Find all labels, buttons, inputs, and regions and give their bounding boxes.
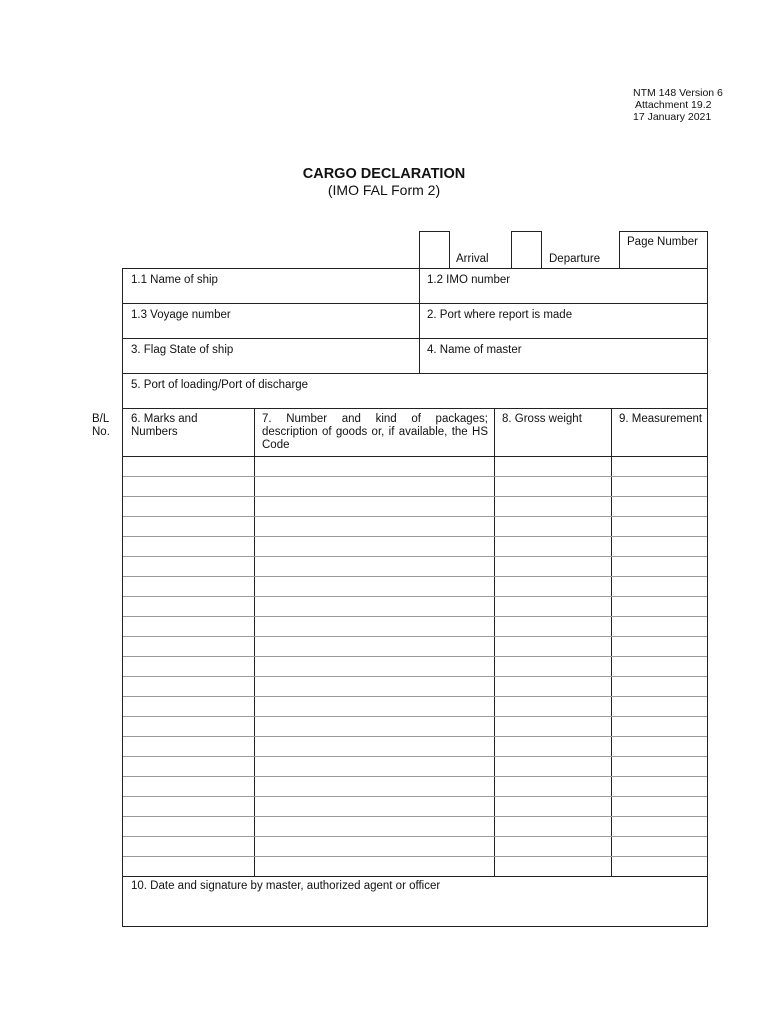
table-row-cell[interactable]: [123, 637, 253, 656]
table-row-cell[interactable]: [123, 737, 253, 756]
table-row-cell[interactable]: [612, 857, 706, 876]
table-row-cell[interactable]: [123, 657, 253, 676]
table-row-cell[interactable]: [255, 657, 493, 676]
table-row-cell[interactable]: [495, 497, 610, 516]
packages-header: 7. Number and kind of packages; description of goods or, if available, the HS Code: [262, 413, 488, 451]
table-row-cell[interactable]: [612, 777, 706, 796]
signature-field[interactable]: [124, 896, 706, 924]
table-row-cell[interactable]: [255, 797, 493, 816]
table-row-cell[interactable]: [123, 617, 253, 636]
table-row-cell[interactable]: [123, 457, 253, 476]
table-row-cell[interactable]: [123, 477, 253, 496]
table-row-cell[interactable]: [612, 477, 706, 496]
flag-state-label: 3. Flag State of ship: [131, 344, 234, 356]
table-row-cell[interactable]: [255, 557, 493, 576]
arrival-checkbox[interactable]: [420, 232, 448, 268]
page-number-field[interactable]: [620, 251, 706, 268]
table-row-cell[interactable]: [255, 837, 493, 856]
name-of-ship-label: 1.1 Name of ship: [131, 274, 218, 286]
table-row-cell[interactable]: [255, 457, 493, 476]
table-row-cell[interactable]: [123, 697, 253, 716]
table-row-cell[interactable]: [495, 717, 610, 736]
measurement-header: 9. Measurement: [619, 413, 703, 425]
table-row-cell[interactable]: [495, 517, 610, 536]
departure-checkbox[interactable]: [512, 232, 540, 268]
table-row-cell[interactable]: [255, 637, 493, 656]
name-of-ship-field[interactable]: [124, 288, 418, 302]
table-row-cell[interactable]: [123, 577, 253, 596]
table-row-cell[interactable]: [255, 817, 493, 836]
table-row-cell[interactable]: [255, 677, 493, 696]
table-row-cell[interactable]: [255, 697, 493, 716]
arrival-label: Arrival: [456, 253, 489, 265]
table-row-cell[interactable]: [495, 597, 610, 616]
imo-number-field[interactable]: [421, 288, 706, 302]
table-row-cell[interactable]: [123, 837, 253, 856]
table-row-cell[interactable]: [255, 777, 493, 796]
voyage-number-label: 1.3 Voyage number: [131, 309, 231, 321]
table-row-cell[interactable]: [123, 557, 253, 576]
table-row-cell[interactable]: [255, 517, 493, 536]
name-of-master-label: 4. Name of master: [427, 344, 522, 356]
table-row-cell[interactable]: [495, 637, 610, 656]
table-row-cell[interactable]: [612, 557, 706, 576]
bl-label-line2: No.: [92, 426, 110, 438]
table-row-cell[interactable]: [612, 657, 706, 676]
marks-numbers-header: 6. Marks and Numbers: [131, 413, 198, 438]
port-report-field[interactable]: [421, 323, 706, 337]
table-row-cell[interactable]: [612, 817, 706, 836]
table-row-cell[interactable]: [123, 817, 253, 836]
port-report-label: 2. Port where report is made: [427, 309, 573, 321]
table-row-cell[interactable]: [495, 577, 610, 596]
table-row-cell[interactable]: [255, 717, 493, 736]
name-of-master-field[interactable]: [421, 358, 706, 372]
table-row-cell[interactable]: [612, 457, 706, 476]
table-row-cell[interactable]: [495, 797, 610, 816]
table-row-cell[interactable]: [255, 757, 493, 776]
table-row-cell[interactable]: [612, 797, 706, 816]
table-row-cell[interactable]: [495, 857, 610, 876]
table-row-cell[interactable]: [123, 797, 253, 816]
table-row-cell[interactable]: [612, 737, 706, 756]
table-row-cell[interactable]: [123, 757, 253, 776]
gross-weight-header: 8. Gross weight: [502, 413, 582, 425]
table-row-cell[interactable]: [255, 577, 493, 596]
table-row-cell[interactable]: [495, 737, 610, 756]
table-row-cell[interactable]: [123, 517, 253, 536]
table-row-cell[interactable]: [612, 717, 706, 736]
bl-label-line1: B/L: [92, 413, 110, 425]
table-row-cell[interactable]: [612, 617, 706, 636]
signature-label: 10. Date and signature by master, authorized agent or officer: [131, 880, 441, 892]
table-row-cell[interactable]: [255, 857, 493, 876]
table-row-cell[interactable]: [123, 597, 253, 616]
table-row-cell[interactable]: [495, 777, 610, 796]
table-row-cell[interactable]: [495, 677, 610, 696]
form-subtitle: (IMO FAL Form 2): [327, 182, 441, 198]
port-loading-field[interactable]: [124, 393, 706, 407]
table-row-cell[interactable]: [495, 477, 610, 496]
table-row-cell[interactable]: [612, 497, 706, 516]
table-row-cell[interactable]: [495, 537, 610, 556]
table-row-cell[interactable]: [612, 697, 706, 716]
table-row-cell[interactable]: [495, 617, 610, 636]
table-row-cell[interactable]: [255, 597, 493, 616]
table-row-cell[interactable]: [612, 757, 706, 776]
table-row-cell[interactable]: [123, 857, 253, 876]
voyage-number-field[interactable]: [124, 323, 418, 337]
table-row-cell[interactable]: [495, 657, 610, 676]
table-row-cell[interactable]: [612, 537, 706, 556]
table-row-cell[interactable]: [612, 837, 706, 856]
table-row-cell[interactable]: [255, 737, 493, 756]
table-row-cell[interactable]: [612, 517, 706, 536]
port-loading-label: 5. Port of loading/Port of discharge: [131, 379, 309, 391]
table-row-cell[interactable]: [612, 637, 706, 656]
table-row-cell[interactable]: [495, 757, 610, 776]
table-row-cell[interactable]: [123, 677, 253, 696]
table-row-cell[interactable]: [123, 777, 253, 796]
page-number-label: Page Number: [627, 236, 698, 248]
header-date: 17 January 2021: [633, 111, 712, 123]
table-row-cell[interactable]: [123, 537, 253, 556]
flag-state-field[interactable]: [124, 358, 418, 372]
table-row-cell[interactable]: [612, 677, 706, 696]
form-title: CARGO DECLARATION: [302, 166, 466, 182]
table-row-cell[interactable]: [255, 497, 493, 516]
table-row-cell[interactable]: [495, 557, 610, 576]
table-row-cell[interactable]: [123, 717, 253, 736]
table-row-cell[interactable]: [495, 697, 610, 716]
table-row-cell[interactable]: [495, 457, 610, 476]
table-row-cell[interactable]: [255, 477, 493, 496]
table-row-cell[interactable]: [495, 837, 610, 856]
header-attachment: Attachment 19.2: [635, 99, 712, 111]
header-ntm: NTM 148 Version 6: [633, 87, 723, 99]
table-row-cell[interactable]: [255, 537, 493, 556]
table-row-cell[interactable]: [495, 817, 610, 836]
table-row-cell[interactable]: [612, 597, 706, 616]
table-row-cell[interactable]: [255, 617, 493, 636]
imo-number-label: 1.2 IMO number: [427, 274, 511, 286]
departure-label: Departure: [549, 253, 601, 265]
table-row-cell[interactable]: [612, 577, 706, 596]
table-row-cell[interactable]: [123, 497, 253, 516]
